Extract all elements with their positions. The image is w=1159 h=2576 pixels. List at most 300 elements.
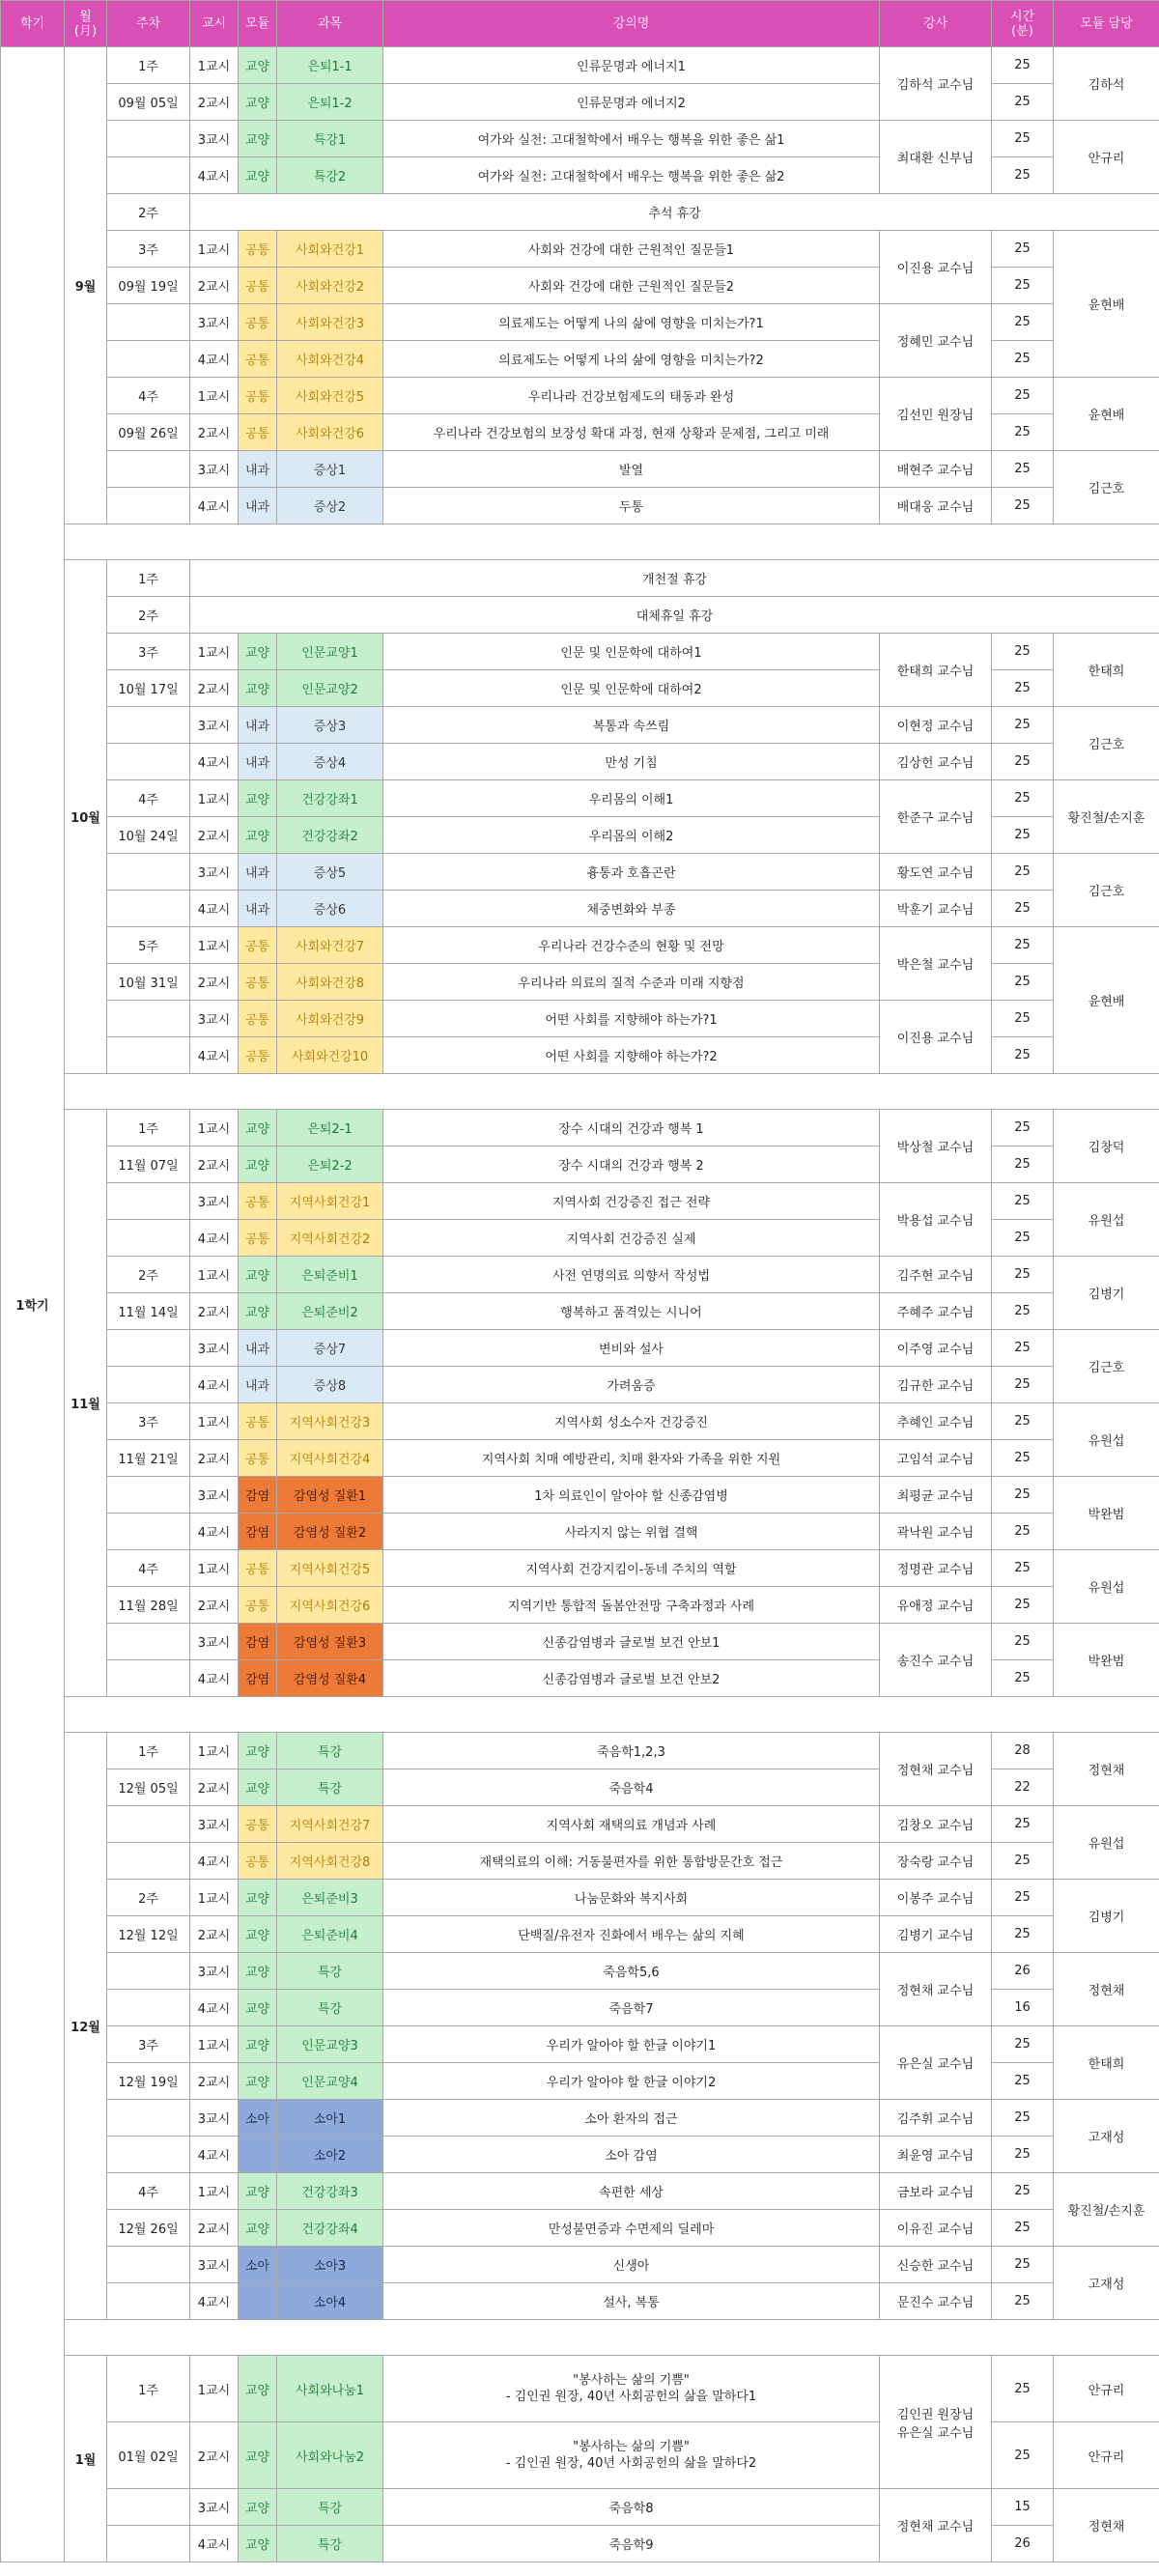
lecture-title: 속편한 세상 bbox=[383, 2173, 880, 2210]
module-badge: 내과 bbox=[239, 891, 277, 927]
lecture-row bbox=[1, 1183, 1159, 1220]
period-cell: 1교시 bbox=[190, 1880, 239, 1916]
time-cell: 25 bbox=[992, 1477, 1054, 1514]
week-empty-cell bbox=[107, 854, 190, 891]
lecture-row bbox=[1, 1880, 1159, 1916]
lecture-title: 복통과 속쓰림 bbox=[383, 707, 880, 744]
time-cell: 22 bbox=[992, 1769, 1054, 1806]
subject-cell: 사회와건강10 bbox=[277, 1037, 383, 1074]
lecture-title: 우리몸의 이해2 bbox=[383, 817, 880, 854]
time-cell: 25 bbox=[992, 1146, 1054, 1183]
module-badge: 교양 bbox=[239, 2489, 277, 2526]
lecture-title: 인류문명과 에너지1 bbox=[383, 47, 880, 84]
spacer-cell bbox=[65, 1697, 1159, 1733]
period-cell: 1교시 bbox=[190, 1733, 239, 1769]
header-lecture-title: 강의명 bbox=[383, 1, 880, 47]
date-cell: 12월 19일 bbox=[107, 2063, 190, 2100]
period-cell: 3교시 bbox=[190, 451, 239, 488]
manager-cell: 김병기 bbox=[1054, 1880, 1159, 1953]
subject-cell: 인문교양1 bbox=[277, 634, 383, 670]
module-badge: 교양 bbox=[239, 1146, 277, 1183]
manager-cell: 김근호 bbox=[1054, 1330, 1159, 1403]
week-empty-cell bbox=[107, 1990, 190, 2026]
subject-cell: 사회와건강6 bbox=[277, 414, 383, 451]
subject-cell: 인문교양3 bbox=[277, 2026, 383, 2063]
time-cell: 25 bbox=[992, 1440, 1054, 1477]
lecture-title: 지역사회 치매 예방관리, 치매 환자와 가족을 위한 지원 bbox=[383, 1440, 880, 1477]
module-badge: 공통 bbox=[239, 304, 277, 341]
date-cell: 10월 17일 bbox=[107, 670, 190, 707]
subject-cell: 특강 bbox=[277, 1990, 383, 2026]
lecture-title: 인문 및 인문학에 대하여1 bbox=[383, 634, 880, 670]
week-cell: 3주 bbox=[107, 634, 190, 670]
lecturer-cell: 배대웅 교수님 bbox=[880, 488, 992, 524]
manager-cell: 윤현배 bbox=[1054, 378, 1159, 451]
week-empty-cell bbox=[107, 891, 190, 927]
lecture-title: 어떤 사회를 지향해야 하는가?2 bbox=[383, 1037, 880, 1074]
manager-cell: 박완범 bbox=[1054, 1624, 1159, 1697]
lecture-title: 소아 환자의 접근 bbox=[383, 2100, 880, 2137]
period-cell: 3교시 bbox=[190, 1330, 239, 1367]
week-empty-cell bbox=[107, 1477, 190, 1514]
period-cell: 3교시 bbox=[190, 854, 239, 891]
lecturer-cell: 박훈기 교수님 bbox=[880, 891, 992, 927]
period-cell: 2교시 bbox=[190, 2063, 239, 2100]
lecturer-cell: 김상헌 교수님 bbox=[880, 744, 992, 780]
module-badge: 교양 bbox=[239, 817, 277, 854]
lecture-row bbox=[1, 854, 1159, 891]
lecturer-cell: 추혜인 교수님 bbox=[880, 1403, 992, 1440]
holiday-cell: 개천절 휴강 bbox=[190, 560, 1159, 597]
period-cell: 2교시 bbox=[190, 84, 239, 121]
lecture-title: 지역사회 건강증진 접근 전략 bbox=[383, 1183, 880, 1220]
time-cell: 25 bbox=[992, 1037, 1054, 1074]
module-badge: 감염 bbox=[239, 1514, 277, 1550]
lecturer-cell: 문진수 교수님 bbox=[880, 2283, 992, 2320]
week-empty-cell bbox=[107, 2247, 190, 2283]
period-cell: 3교시 bbox=[190, 2100, 239, 2137]
manager-cell: 고재성 bbox=[1054, 2247, 1159, 2320]
time-cell: 25 bbox=[992, 1660, 1054, 1697]
period-cell: 3교시 bbox=[190, 121, 239, 157]
module-badge: 교양 bbox=[239, 2063, 277, 2100]
lecture-row bbox=[1, 1440, 1159, 1477]
lecture-row bbox=[1, 1001, 1159, 1037]
time-cell: 26 bbox=[992, 1953, 1054, 1990]
lecture-title: 우리나라 건강보험의 보장성 확대 과정, 현재 상황과 문제점, 그리고 미래 bbox=[383, 414, 880, 451]
module-badge: 교양 bbox=[239, 634, 277, 670]
time-cell: 25 bbox=[992, 47, 1054, 84]
lecture-row bbox=[1, 1514, 1159, 1550]
lecture-row bbox=[1, 2173, 1159, 2210]
lecture-title: 인류문명과 에너지2 bbox=[383, 84, 880, 121]
lecture-title: 흉통과 호흡곤란 bbox=[383, 854, 880, 891]
lecturer-cell: 이진용 교수님 bbox=[880, 231, 992, 304]
subject-cell: 특강 bbox=[277, 1733, 383, 1769]
period-cell: 4교시 bbox=[190, 891, 239, 927]
week-cell: 2주 bbox=[107, 194, 190, 231]
lecture-row bbox=[1, 1293, 1159, 1330]
period-cell: 4교시 bbox=[190, 1367, 239, 1403]
period-cell: 4교시 bbox=[190, 2526, 239, 2562]
manager-cell: 유원섭 bbox=[1054, 1183, 1159, 1257]
lecturer-cell: 정명관 교수님 bbox=[880, 1550, 992, 1587]
time-cell: 25 bbox=[992, 1587, 1054, 1624]
month-spacer-row bbox=[1, 1074, 1159, 1110]
lecture-title: 신생아 bbox=[383, 2247, 880, 2283]
week-empty-cell bbox=[107, 2489, 190, 2526]
lecture-title: 만성불면증과 수면제의 딜레마 bbox=[383, 2210, 880, 2247]
lecturer-cell: 김선민 원장님 bbox=[880, 378, 992, 451]
lecturer-cell: 금보라 교수님 bbox=[880, 2173, 992, 2210]
period-cell: 4교시 bbox=[190, 341, 239, 378]
lecturer-cell: 유은실 교수님 bbox=[880, 2026, 992, 2100]
lecture-row bbox=[1, 2356, 1159, 2422]
period-cell: 1교시 bbox=[190, 2173, 239, 2210]
module-badge: 내과 bbox=[239, 707, 277, 744]
module-badge: 내과 bbox=[239, 744, 277, 780]
lecture-title: 죽음학9 bbox=[383, 2526, 880, 2562]
lecturer-cell: 김병기 교수님 bbox=[880, 1916, 992, 1953]
subject-cell: 사회와나눔2 bbox=[277, 2422, 383, 2489]
lecture-row bbox=[1, 121, 1159, 157]
module-badge: 교양 bbox=[239, 1769, 277, 1806]
time-cell: 25 bbox=[992, 817, 1054, 854]
subject-cell: 특강 bbox=[277, 2489, 383, 2526]
lecture-row bbox=[1, 1953, 1159, 1990]
time-cell: 25 bbox=[992, 854, 1054, 891]
period-cell: 4교시 bbox=[190, 744, 239, 780]
period-cell: 2교시 bbox=[190, 964, 239, 1001]
week-empty-cell bbox=[107, 1953, 190, 1990]
time-cell: 25 bbox=[992, 964, 1054, 1001]
week-empty-cell bbox=[107, 488, 190, 524]
lecture-title: 지역사회 재택의료 개념과 사례 bbox=[383, 1806, 880, 1843]
lecture-title: "봉사하는 삶의 기쁨" - 김인권 원장, 40년 사회공헌의 삶을 말하다2 bbox=[383, 2422, 880, 2489]
lecturer-cell: 정혜민 교수님 bbox=[880, 304, 992, 378]
subject-cell: 증상2 bbox=[277, 488, 383, 524]
lecturer-cell: 김주현 교수님 bbox=[880, 1257, 992, 1293]
module-badge: 공통 bbox=[239, 414, 277, 451]
week-empty-cell bbox=[107, 1367, 190, 1403]
module-badge: 공통 bbox=[239, 1587, 277, 1624]
lecture-title: 나눔문화와 복지사회 bbox=[383, 1880, 880, 1916]
manager-cell: 김병기 bbox=[1054, 1257, 1159, 1330]
lecture-row bbox=[1, 1257, 1159, 1293]
lecture-title: 여가와 실천: 고대철학에서 배우는 행복을 위한 좋은 삶2 bbox=[383, 157, 880, 194]
date-cell: 10월 24일 bbox=[107, 817, 190, 854]
spacer-cell bbox=[65, 524, 1159, 560]
subject-cell: 은퇴1-1 bbox=[277, 47, 383, 84]
header-semester: 학기 bbox=[1, 1, 65, 47]
manager-cell: 박완범 bbox=[1054, 1477, 1159, 1550]
time-cell: 25 bbox=[992, 2063, 1054, 2100]
lecture-row bbox=[1, 891, 1159, 927]
week-empty-cell bbox=[107, 1330, 190, 1367]
week-cell: 4주 bbox=[107, 378, 190, 414]
lecturer-cell: 최윤영 교수님 bbox=[880, 2137, 992, 2173]
manager-cell: 정현채 bbox=[1054, 1953, 1159, 2026]
lecture-row bbox=[1, 1733, 1159, 1769]
week-empty-cell bbox=[107, 157, 190, 194]
module-badge: 교양 bbox=[239, 1733, 277, 1769]
subject-cell: 감염성 질환4 bbox=[277, 1660, 383, 1697]
lecturer-cell: 고임석 교수님 bbox=[880, 1440, 992, 1477]
period-cell: 4교시 bbox=[190, 1037, 239, 1074]
week-empty-cell bbox=[107, 2283, 190, 2320]
manager-cell: 김근호 bbox=[1054, 707, 1159, 780]
lecture-title: 인문 및 인문학에 대하여2 bbox=[383, 670, 880, 707]
lecture-title: 신종감염병과 글로벌 보건 안보2 bbox=[383, 1660, 880, 1697]
month-cell: 9월 bbox=[65, 47, 107, 524]
subject-cell: 소아2 bbox=[277, 2137, 383, 2173]
week-cell: 3주 bbox=[107, 2026, 190, 2063]
time-cell: 25 bbox=[992, 1330, 1054, 1367]
period-cell: 2교시 bbox=[190, 817, 239, 854]
module-badge: 공통 bbox=[239, 964, 277, 1001]
lecture-title: 체중변화와 부종 bbox=[383, 891, 880, 927]
subject-cell: 건강강좌3 bbox=[277, 2173, 383, 2210]
subject-cell: 지역사회건강1 bbox=[277, 1183, 383, 1220]
subject-cell: 은퇴준비4 bbox=[277, 1916, 383, 1953]
lecture-title: 지역사회 성소수자 건강증진 bbox=[383, 1403, 880, 1440]
lecture-row bbox=[1, 451, 1159, 488]
period-cell: 4교시 bbox=[190, 1514, 239, 1550]
lecture-row bbox=[1, 1367, 1159, 1403]
module-badge: 내과 bbox=[239, 451, 277, 488]
manager-cell: 안규리 bbox=[1054, 2356, 1159, 2422]
time-cell: 25 bbox=[992, 84, 1054, 121]
module-badge: 공통 bbox=[239, 1220, 277, 1257]
subject-cell: 소아4 bbox=[277, 2283, 383, 2320]
week-empty-cell bbox=[107, 2526, 190, 2562]
module-badge: 교양 bbox=[239, 2173, 277, 2210]
subject-cell: 사회와건강5 bbox=[277, 378, 383, 414]
manager-cell: 황진철/손지훈 bbox=[1054, 2173, 1159, 2247]
date-cell: 12월 26일 bbox=[107, 2210, 190, 2247]
holiday-cell: 대체휴일 휴강 bbox=[190, 597, 1159, 634]
time-cell: 25 bbox=[992, 268, 1054, 304]
week-empty-cell bbox=[107, 1660, 190, 1697]
manager-cell: 한태희 bbox=[1054, 2026, 1159, 2100]
subject-cell: 지역사회건강5 bbox=[277, 1550, 383, 1587]
date-cell: 11월 21일 bbox=[107, 1440, 190, 1477]
lecture-title: 의료제도는 어떻게 나의 삶에 영향을 미치는가?2 bbox=[383, 341, 880, 378]
lecturer-cell: 정현채 교수님 bbox=[880, 1953, 992, 2026]
module-badge: 교양 bbox=[239, 1880, 277, 1916]
subject-cell: 사회와건강4 bbox=[277, 341, 383, 378]
module-badge: 교양 bbox=[239, 1990, 277, 2026]
time-cell: 15 bbox=[992, 2489, 1054, 2526]
module-badge: 공통 bbox=[239, 1183, 277, 1220]
period-cell: 3교시 bbox=[190, 1477, 239, 1514]
time-cell: 25 bbox=[992, 1843, 1054, 1880]
lecture-row bbox=[1, 378, 1159, 414]
time-cell: 25 bbox=[992, 304, 1054, 341]
time-cell: 25 bbox=[992, 2173, 1054, 2210]
holiday-row bbox=[1, 194, 1159, 231]
period-cell: 2교시 bbox=[190, 268, 239, 304]
lecture-row bbox=[1, 2247, 1159, 2283]
time-cell: 25 bbox=[992, 231, 1054, 268]
week-cell: 4주 bbox=[107, 780, 190, 817]
manager-cell: 김창덕 bbox=[1054, 1110, 1159, 1183]
module-badge: 교양 bbox=[239, 780, 277, 817]
module-badge: 교양 bbox=[239, 1293, 277, 1330]
lecture-title: 장수 시대의 건강과 행복 2 bbox=[383, 1146, 880, 1183]
lecture-row bbox=[1, 304, 1159, 341]
subject-cell: 인문교양4 bbox=[277, 2063, 383, 2100]
module-badge: 교양 bbox=[239, 1916, 277, 1953]
lecture-row bbox=[1, 2210, 1159, 2247]
module-badge: 공통 bbox=[239, 1001, 277, 1037]
subject-cell: 사회와나눔1 bbox=[277, 2356, 383, 2422]
module-badge: 감염 bbox=[239, 1477, 277, 1514]
period-cell: 2교시 bbox=[190, 1146, 239, 1183]
lecture-row bbox=[1, 2100, 1159, 2137]
lecture-title: 우리가 알아야 할 한글 이야기2 bbox=[383, 2063, 880, 2100]
time-cell: 16 bbox=[992, 1990, 1054, 2026]
lecture-title: 1차 의료인이 알아야 할 신종감염병 bbox=[383, 1477, 880, 1514]
lecturer-cell: 김규한 교수님 bbox=[880, 1367, 992, 1403]
header-month: 월 (月) bbox=[65, 1, 107, 47]
week-empty-cell bbox=[107, 707, 190, 744]
module-badge bbox=[239, 2283, 277, 2320]
subject-cell: 건강강좌4 bbox=[277, 2210, 383, 2247]
date-cell: 01월 02일 bbox=[107, 2422, 190, 2489]
week-cell: 2주 bbox=[107, 1880, 190, 1916]
week-empty-cell bbox=[107, 1624, 190, 1660]
date-cell: 10월 31일 bbox=[107, 964, 190, 1001]
period-cell: 4교시 bbox=[190, 2283, 239, 2320]
manager-cell: 안규리 bbox=[1054, 2422, 1159, 2489]
week-cell: 2주 bbox=[107, 1257, 190, 1293]
lecture-row bbox=[1, 2137, 1159, 2173]
lecture-row bbox=[1, 488, 1159, 524]
subject-cell: 증상1 bbox=[277, 451, 383, 488]
lecturer-cell: 김창오 교수님 bbox=[880, 1806, 992, 1843]
period-cell: 1교시 bbox=[190, 1550, 239, 1587]
subject-cell: 사회와건강9 bbox=[277, 1001, 383, 1037]
lecture-row bbox=[1, 47, 1159, 84]
subject-cell: 증상7 bbox=[277, 1330, 383, 1367]
period-cell: 3교시 bbox=[190, 2489, 239, 2526]
lecture-title: 단백질/유전자 진화에서 배우는 삶의 지혜 bbox=[383, 1916, 880, 1953]
subject-cell: 사회와건강1 bbox=[277, 231, 383, 268]
subject-cell: 인문교양2 bbox=[277, 670, 383, 707]
lecturer-cell: 한준구 교수님 bbox=[880, 780, 992, 854]
lecture-title: 두통 bbox=[383, 488, 880, 524]
period-cell: 4교시 bbox=[190, 2137, 239, 2173]
time-cell: 25 bbox=[992, 1806, 1054, 1843]
lecture-title: 죽음학8 bbox=[383, 2489, 880, 2526]
lecturer-cell: 이현정 교수님 bbox=[880, 707, 992, 744]
lecture-title: 변비와 설사 bbox=[383, 1330, 880, 1367]
lecture-row bbox=[1, 1587, 1159, 1624]
module-badge: 감염 bbox=[239, 1624, 277, 1660]
header-week: 주차 bbox=[107, 1, 190, 47]
time-cell: 25 bbox=[992, 341, 1054, 378]
subject-cell: 은퇴준비2 bbox=[277, 1293, 383, 1330]
schedule-body bbox=[1, 47, 1159, 2562]
time-cell: 25 bbox=[992, 707, 1054, 744]
time-cell: 25 bbox=[992, 2137, 1054, 2173]
module-badge: 공통 bbox=[239, 378, 277, 414]
lecturer-cell: 정현채 교수님 bbox=[880, 1733, 992, 1806]
period-cell: 4교시 bbox=[190, 1843, 239, 1880]
time-cell: 25 bbox=[992, 451, 1054, 488]
lecture-row bbox=[1, 744, 1159, 780]
subject-cell: 특강 bbox=[277, 1769, 383, 1806]
header-row bbox=[1, 1, 1159, 47]
lecture-row bbox=[1, 1403, 1159, 1440]
subject-cell: 특강 bbox=[277, 1953, 383, 1990]
lecture-row bbox=[1, 1550, 1159, 1587]
lecture-row bbox=[1, 2283, 1159, 2320]
lecture-title: 사라지지 않는 위협 결핵 bbox=[383, 1514, 880, 1550]
module-badge: 교양 bbox=[239, 2422, 277, 2489]
date-cell: 12월 12일 bbox=[107, 1916, 190, 1953]
lecture-title: 우리나라 건강보험제도의 태동과 완성 bbox=[383, 378, 880, 414]
lecturer-cell: 황도연 교수님 bbox=[880, 854, 992, 891]
week-empty-cell bbox=[107, 1220, 190, 1257]
lecturer-cell: 한태희 교수님 bbox=[880, 634, 992, 707]
lecture-title: 지역기반 통합적 돌봄안전망 구축과정과 사례 bbox=[383, 1587, 880, 1624]
time-cell: 25 bbox=[992, 891, 1054, 927]
spacer-cell bbox=[65, 1074, 1159, 1110]
lecture-row bbox=[1, 634, 1159, 670]
time-cell: 25 bbox=[992, 1293, 1054, 1330]
module-badge: 교양 bbox=[239, 2356, 277, 2422]
time-cell: 26 bbox=[992, 2526, 1054, 2562]
manager-cell: 정현채 bbox=[1054, 2489, 1159, 2562]
lecture-title: 신종감염병과 글로벌 보건 안보1 bbox=[383, 1624, 880, 1660]
period-cell: 1교시 bbox=[190, 1403, 239, 1440]
time-cell: 25 bbox=[992, 670, 1054, 707]
subject-cell: 사회와건강8 bbox=[277, 964, 383, 1001]
time-cell: 25 bbox=[992, 1183, 1054, 1220]
time-cell: 25 bbox=[992, 2100, 1054, 2137]
time-cell: 25 bbox=[992, 780, 1054, 817]
header-module: 모듈 bbox=[239, 1, 277, 47]
time-cell: 25 bbox=[992, 1110, 1054, 1146]
time-cell: 25 bbox=[992, 488, 1054, 524]
module-badge: 공통 bbox=[239, 231, 277, 268]
module-badge bbox=[239, 2137, 277, 2173]
period-cell: 4교시 bbox=[190, 1660, 239, 1697]
week-empty-cell bbox=[107, 1514, 190, 1550]
period-cell: 4교시 bbox=[190, 157, 239, 194]
subject-cell: 은퇴1-2 bbox=[277, 84, 383, 121]
period-cell: 3교시 bbox=[190, 1806, 239, 1843]
lecture-title: 죽음학7 bbox=[383, 1990, 880, 2026]
subject-cell: 은퇴준비1 bbox=[277, 1257, 383, 1293]
lecturer-cell: 배현주 교수님 bbox=[880, 451, 992, 488]
lecture-title: 발열 bbox=[383, 451, 880, 488]
time-cell: 25 bbox=[992, 2356, 1054, 2422]
time-cell: 25 bbox=[992, 1257, 1054, 1293]
week-empty-cell bbox=[107, 2100, 190, 2137]
lecture-row bbox=[1, 1916, 1159, 1953]
lecture-title: 가려움증 bbox=[383, 1367, 880, 1403]
module-badge: 소아 bbox=[239, 2100, 277, 2137]
lecture-title: 지역사회 건강지킴이-동네 주치의 역할 bbox=[383, 1550, 880, 1587]
time-cell: 28 bbox=[992, 1733, 1054, 1769]
lecturer-cell: 송진수 교수님 bbox=[880, 1624, 992, 1697]
time-cell: 25 bbox=[992, 1001, 1054, 1037]
week-empty-cell bbox=[107, 1183, 190, 1220]
module-badge: 교양 bbox=[239, 2210, 277, 2247]
